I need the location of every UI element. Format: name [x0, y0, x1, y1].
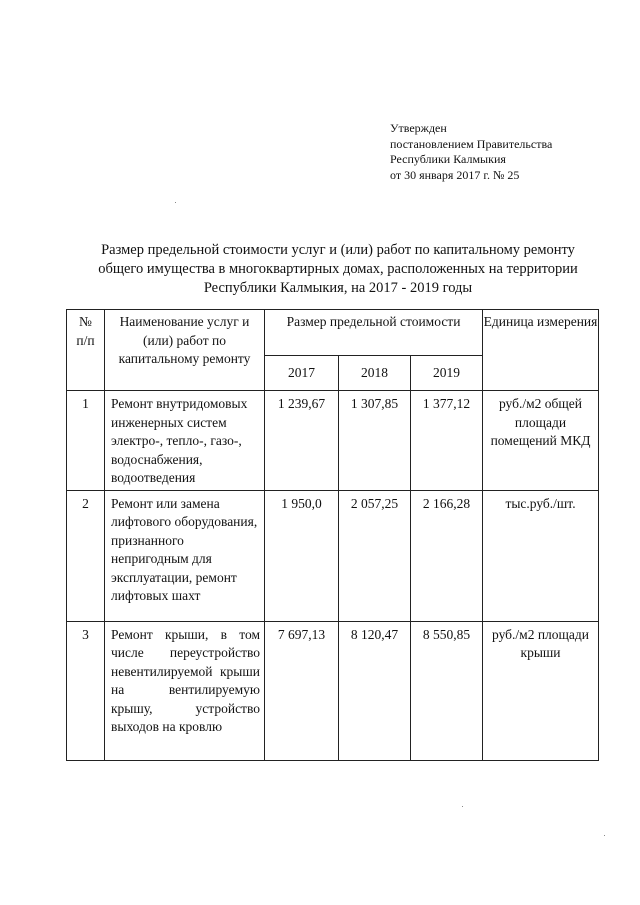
column-header-year: 2018 [339, 356, 411, 391]
service-name: Ремонт внутридомовых инженерных систем электро-, тепло-, газо-, водоснабжения, водоотведения [105, 391, 265, 491]
column-header-cost-limit: Размер предельной стоимости [265, 310, 483, 356]
scan-speck [175, 202, 176, 203]
title-line: общего имущества в многоквартирных домах, расположенных на территории [98, 261, 578, 277]
cost-2019: 8 550,85 [411, 621, 483, 760]
scan-speck [462, 806, 463, 807]
unit-of-measure: руб./м2 общей площади помещений МКД [483, 391, 599, 491]
service-name: Ремонт крыши, в том числе переустройство невентилируемой крыши на вентилируемую крышу, устройство выходов на кровлю [105, 621, 265, 760]
scan-speck [604, 835, 605, 836]
row-number: 2 [67, 490, 105, 621]
column-header-year: 2017 [265, 356, 339, 391]
cost-2019: 2 166,28 [411, 490, 483, 621]
approval-stamp [390, 121, 552, 183]
cost-2018: 8 120,47 [339, 621, 411, 760]
row-number: 3 [67, 621, 105, 760]
table-row [67, 490, 599, 621]
table-row [67, 621, 599, 760]
approval-line: от 30 января 2017 г. № 25 [390, 167, 520, 182]
cost-2017: 1 950,0 [265, 490, 339, 621]
approval-line: постановлением Правительства [390, 136, 553, 151]
title-line: Размер предельной стоимости услуг и (или) работ по капитальному ремонту [101, 242, 575, 258]
cost-2017: 1 239,67 [265, 391, 339, 491]
column-header-number: № п/п [67, 310, 105, 391]
row-number: 1 [67, 391, 105, 491]
table-header-row [67, 310, 599, 356]
cost-2019: 1 377,12 [411, 391, 483, 491]
approval-line: Республики Калмыкия [390, 152, 506, 166]
service-name: Ремонт или замена лифтового оборудования, признанного непригодным для эксплуатации, ремонт лифтовых шахт [105, 490, 265, 621]
table-row [67, 391, 599, 491]
column-header-year: 2019 [411, 356, 483, 391]
column-header-name: Наименование услуг и (или) работ по капитальному ремонту [105, 310, 265, 391]
title-line: Республики Калмыкия, на 2017 - 2019 годы [203, 280, 473, 296]
cost-2018: 2 057,25 [339, 490, 411, 621]
cost-2018: 1 307,85 [339, 391, 411, 491]
column-header-unit: Единица измерения [483, 310, 599, 391]
unit-of-measure: тыс.руб./шт. [483, 490, 599, 621]
cost-2017: 7 697,13 [265, 621, 339, 760]
approval-line: Утвержден [390, 121, 447, 135]
document-title [60, 241, 616, 298]
cost-table [66, 309, 599, 761]
unit-of-measure: руб./м2 площади крыши [483, 621, 599, 760]
